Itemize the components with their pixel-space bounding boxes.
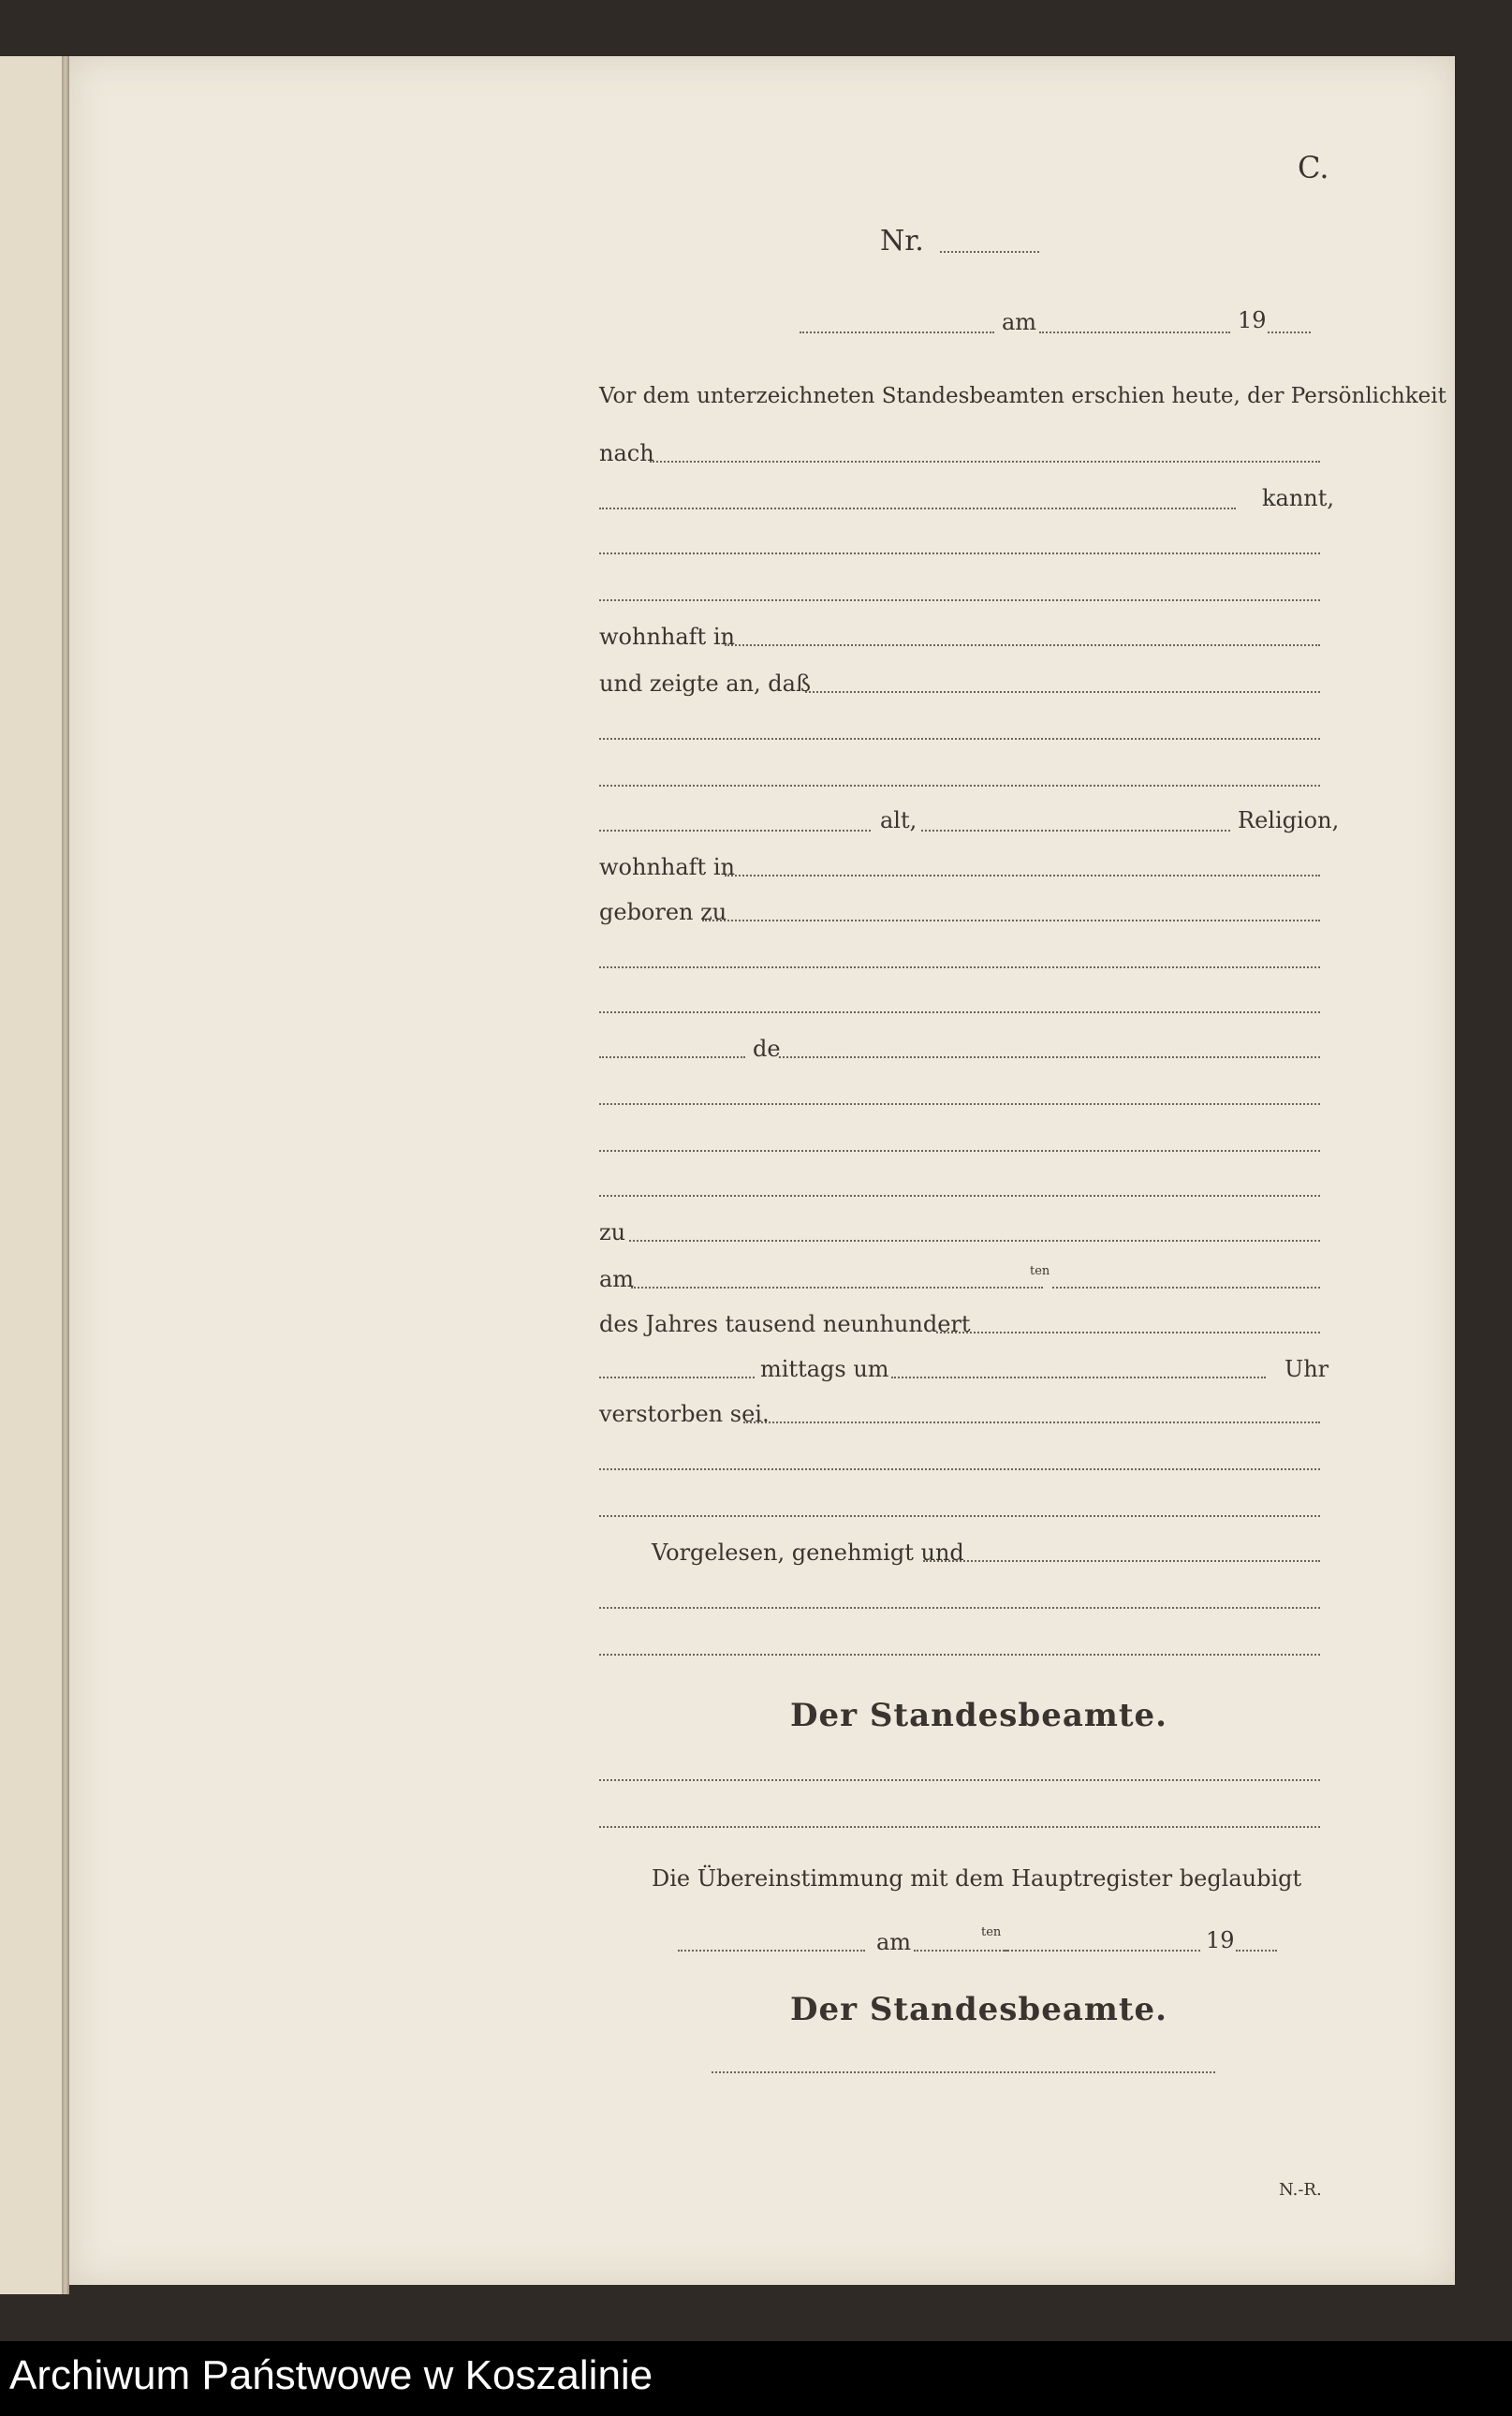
am-label-2: am	[599, 1266, 635, 1292]
form-letter: C.	[1298, 150, 1329, 185]
year-field[interactable]	[1268, 331, 1311, 333]
line-field-7[interactable]	[599, 1011, 1320, 1013]
book-spine	[62, 56, 69, 2294]
geboren-field[interactable]	[702, 920, 1320, 921]
cert-year-field[interactable]	[1236, 1950, 1277, 1952]
cert-place-field[interactable]	[678, 1950, 865, 1952]
time-prefix-field[interactable]	[599, 1377, 755, 1378]
name-field[interactable]	[599, 830, 871, 832]
mittags-label: mittags um	[760, 1356, 889, 1382]
document-page	[69, 56, 1455, 2285]
verstorben-field[interactable]	[743, 1422, 1320, 1423]
de-label: de	[753, 1036, 781, 1062]
wohnhaft-label: wohnhaft in	[599, 624, 735, 650]
nach-label: nach	[599, 440, 654, 466]
am-label: am	[1002, 309, 1037, 335]
wohnhaft-label-2: wohnhaft in	[599, 854, 735, 880]
wohnhaft-field-2[interactable]	[725, 875, 1320, 877]
year-prefix-2: 19	[1206, 1927, 1235, 1953]
line-field-12[interactable]	[599, 1515, 1320, 1517]
vorgelesen-field[interactable]	[923, 1560, 1320, 1562]
nr-field[interactable]	[940, 251, 1039, 253]
time-field[interactable]	[891, 1377, 1266, 1378]
date-field[interactable]	[1039, 331, 1230, 333]
line-field-10[interactable]	[599, 1195, 1320, 1197]
line-field-6[interactable]	[599, 966, 1320, 968]
uebereinstimmung-label: Die Übereinstimmung mit dem Hauptregister beglaubigt	[652, 1865, 1302, 1892]
ten-label-2: ten	[981, 1925, 1002, 1939]
wohnhaft-field[interactable]	[725, 644, 1320, 646]
jahres-field[interactable]	[936, 1332, 1320, 1333]
left-page-edge	[0, 56, 67, 2294]
de-field[interactable]	[779, 1056, 1320, 1058]
zeigte-label: und zeigte an, daß	[599, 670, 811, 697]
year-prefix: 19	[1238, 307, 1267, 333]
intro-text: Vor dem unterzeichneten Standesbeamten erschien heute, der Persönlichkeit	[599, 384, 1446, 408]
jahres-label: des Jahres tausend neunhundert	[599, 1311, 971, 1337]
alt-field[interactable]	[921, 830, 1230, 832]
verstorben-label: verstorben sei.	[599, 1401, 770, 1427]
uhr-label: Uhr	[1284, 1356, 1329, 1382]
line-field-14[interactable]	[599, 1654, 1320, 1656]
signature-field-2[interactable]	[599, 1826, 1320, 1828]
line-field-9[interactable]	[599, 1150, 1320, 1152]
religion-label: Religion,	[1238, 807, 1340, 833]
line-field-1[interactable]	[599, 508, 1236, 509]
death-day-field[interactable]	[631, 1287, 1043, 1289]
standesbeamte-heading-2: Der Standesbeamte.	[790, 1991, 1168, 2028]
line-field-11[interactable]	[599, 1468, 1320, 1470]
line-field-2[interactable]	[599, 552, 1320, 554]
place-field[interactable]	[800, 331, 994, 333]
de-prefix-field[interactable]	[599, 1056, 745, 1058]
nach-field[interactable]	[650, 461, 1320, 463]
cert-signature-field[interactable]	[712, 2071, 1215, 2073]
cert-day-field[interactable]	[914, 1950, 1007, 1952]
line-field-13[interactable]	[599, 1607, 1320, 1609]
standesbeamte-heading-1: Der Standesbeamte.	[790, 1697, 1168, 1734]
zu-label: zu	[599, 1219, 626, 1245]
line-field-5[interactable]	[599, 785, 1320, 787]
am-label-3: am	[876, 1929, 912, 1955]
zeigte-field[interactable]	[805, 691, 1320, 693]
ten-label: ten	[1030, 1264, 1050, 1278]
death-month-field[interactable]	[1052, 1287, 1320, 1289]
line-field-8[interactable]	[599, 1103, 1320, 1105]
form-code: N.-R.	[1279, 2180, 1322, 2200]
alt-label: alt,	[880, 807, 917, 833]
nr-label: Nr.	[880, 225, 924, 258]
zu-field[interactable]	[629, 1240, 1320, 1242]
line-field-4[interactable]	[599, 738, 1320, 740]
signature-field-1[interactable]	[599, 1779, 1320, 1781]
cert-month-field[interactable]	[1004, 1950, 1200, 1952]
vorgelesen-label: Vorgelesen, genehmigt und	[652, 1539, 964, 1566]
kannt-label: kannt,	[1262, 485, 1335, 511]
geboren-label: geboren zu	[599, 899, 727, 925]
line-field-3[interactable]	[599, 599, 1320, 601]
archive-name: Archiwum Państwowe w Koszalinie	[9, 2352, 653, 2398]
